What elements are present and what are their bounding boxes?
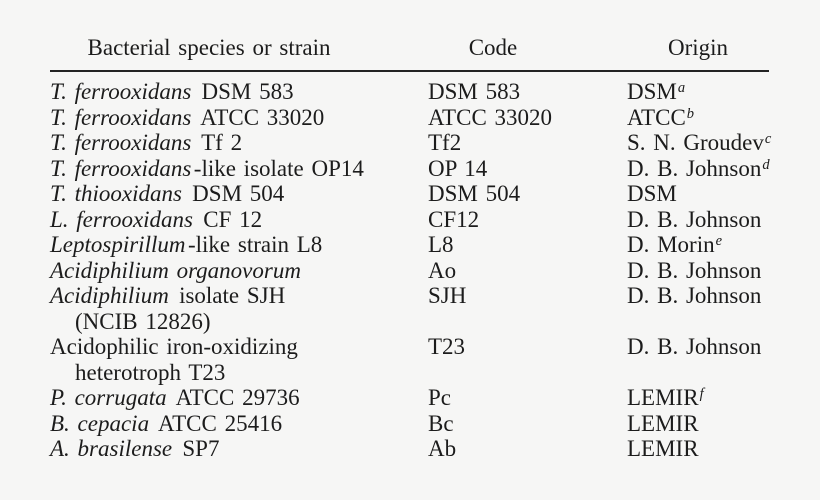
species-line — [50, 156, 428, 182]
species-cell — [50, 258, 428, 284]
strain-text: Tf 2 — [193, 130, 243, 155]
footnote-marker: e — [715, 233, 723, 249]
column-header-species: Bacterial species or strain — [87, 35, 331, 60]
table-row — [50, 105, 769, 131]
strain-text: SP7 — [174, 436, 220, 461]
strain-text: (NCIB 12826) — [75, 308, 211, 334]
strain-text: ATCC 29736 — [169, 385, 300, 410]
origin-text: LEMIR — [627, 410, 699, 436]
table-header-row — [50, 35, 769, 61]
code-cell: Ao — [428, 257, 457, 283]
code-cell: Pc — [428, 385, 451, 410]
origin-cell — [627, 207, 769, 233]
species-cell — [50, 105, 428, 131]
species-cell — [50, 334, 428, 385]
species-cell — [50, 411, 428, 437]
species-name: Acidiphilium organovorum — [50, 257, 301, 283]
table-row — [50, 130, 772, 156]
species-cell — [50, 130, 428, 156]
table-row — [50, 411, 769, 437]
footnote-marker: a — [677, 80, 686, 96]
strain-text: isolate SJH — [171, 283, 286, 308]
table-row — [50, 232, 769, 258]
table-row — [50, 385, 769, 411]
origin-text: D. B. Johnson — [627, 155, 762, 181]
origin-text: ATCC — [627, 104, 686, 130]
table-row — [50, 79, 769, 105]
code-cell: ATCC 33020 — [428, 104, 553, 130]
species-cell — [50, 207, 428, 233]
origin-cell — [627, 436, 769, 462]
strain-text: heterotroph T23 — [75, 359, 226, 385]
code-cell: Tf2 — [428, 130, 462, 155]
code-cell: SJH — [428, 283, 467, 308]
strain-text: -like isolate OP14 — [193, 155, 364, 181]
origin-text: D. B. Johnson — [627, 283, 762, 308]
species-name: A. brasilense — [50, 436, 173, 461]
origin-cell — [627, 411, 769, 437]
strain-text: CF 12 — [195, 206, 263, 232]
species-cell — [50, 156, 428, 182]
species-line — [50, 360, 428, 386]
species-name: T. ferrooxidans — [50, 79, 192, 104]
species-line — [50, 207, 428, 233]
strain-text: ATCC 33020 — [193, 104, 325, 130]
strain-text: DSM 583 — [193, 79, 294, 104]
origin-text: DSM — [627, 181, 677, 206]
species-line — [50, 309, 428, 335]
origin-cell — [627, 283, 769, 309]
code-cell: CF12 — [428, 206, 480, 232]
species-name: Leptospirillum — [50, 232, 186, 257]
footnote-marker: b — [686, 105, 695, 122]
code-cell: DSM 504 — [428, 181, 521, 206]
table-row — [50, 436, 769, 462]
species-cell — [50, 79, 428, 105]
species-cell — [50, 385, 428, 411]
species-cell — [50, 436, 428, 462]
origin-cell — [627, 105, 769, 131]
origin-text: D. Morin — [627, 232, 715, 257]
species-cell — [50, 181, 428, 207]
species-line — [50, 283, 428, 309]
species-line — [50, 181, 428, 207]
code-cell: OP 14 — [428, 155, 488, 181]
table-row — [50, 283, 769, 334]
origin-text: LEMIR — [627, 385, 699, 410]
table-row — [50, 156, 769, 182]
species-line — [50, 105, 428, 131]
species-line — [50, 385, 428, 411]
origin-cell — [627, 79, 769, 105]
species-name: Acidiphilium — [50, 283, 169, 308]
column-header-origin: Origin — [667, 35, 729, 60]
header-rule — [50, 70, 769, 72]
species-name: L. ferrooxidans — [50, 206, 193, 232]
code-cell: T23 — [428, 334, 466, 359]
species-cell — [50, 232, 428, 258]
species-name: P. corrugata — [50, 385, 167, 410]
origin-cell — [627, 232, 769, 258]
origin-cell — [627, 334, 769, 360]
species-line — [50, 436, 428, 462]
origin-text: DSM — [627, 79, 677, 104]
column-header-code: Code — [468, 35, 518, 60]
strain-text: Acidophilic iron-oxidizing — [50, 334, 298, 359]
species-name: B. cepacia — [50, 410, 150, 436]
table-row — [50, 334, 769, 385]
species-line — [50, 79, 428, 105]
table-row — [50, 207, 769, 233]
strains-table — [50, 0, 772, 462]
origin-cell — [627, 385, 769, 411]
species-line — [50, 334, 428, 360]
species-line — [50, 411, 428, 437]
origin-cell — [627, 258, 769, 284]
table-row — [50, 181, 769, 207]
species-name: T. thiooxidans — [50, 181, 182, 206]
table-row — [50, 258, 769, 284]
origin-text: D. B. Johnson — [627, 206, 762, 232]
species-cell — [50, 283, 428, 334]
origin-cell — [627, 181, 769, 207]
species-name: T. ferrooxidans — [50, 155, 192, 181]
species-line — [50, 232, 428, 258]
code-cell: DSM 583 — [428, 79, 521, 104]
strain-text: ATCC 25416 — [151, 410, 283, 436]
footnote-marker: f — [699, 386, 704, 402]
origin-cell — [627, 156, 769, 182]
code-cell: Ab — [428, 436, 457, 461]
origin-text: S. N. Groudev — [627, 130, 764, 155]
origin-cell — [627, 130, 772, 156]
species-line — [50, 258, 428, 284]
strain-text: DSM 504 — [184, 181, 285, 206]
species-name: T. ferrooxidans — [50, 104, 192, 130]
code-cell: Bc — [428, 410, 454, 436]
footnote-marker: d — [762, 156, 770, 173]
species-name: T. ferrooxidans — [50, 130, 192, 155]
origin-text: D. B. Johnson — [627, 257, 762, 283]
strain-text: -like strain L8 — [187, 232, 323, 257]
origin-text: LEMIR — [627, 436, 699, 461]
species-line — [50, 130, 428, 156]
footnote-marker: c — [764, 131, 772, 147]
table-body — [50, 79, 772, 462]
origin-text: D. B. Johnson — [627, 334, 762, 359]
code-cell: L8 — [428, 232, 454, 257]
